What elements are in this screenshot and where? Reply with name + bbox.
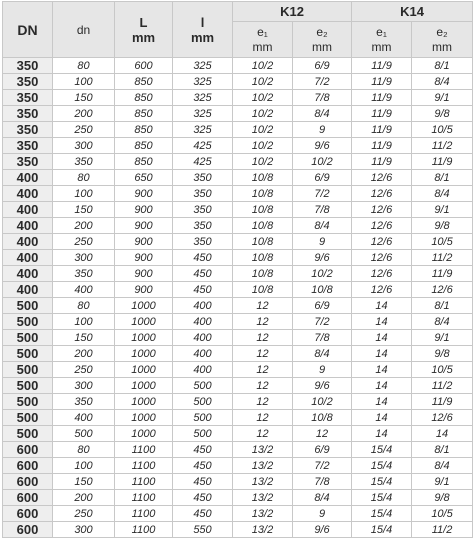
cell-k12-e2: 6/9 (293, 58, 352, 74)
cell-k12-e2: 9/6 (293, 250, 352, 266)
cell-k14-e2: 8/1 (412, 170, 473, 186)
cell-k14-e2: 8/4 (412, 186, 473, 202)
cell-k14-e1: 14 (352, 378, 412, 394)
cell-dn-small: 150 (53, 330, 115, 346)
cell-l: 450 (173, 282, 233, 298)
cell-k12-e2: 7/8 (293, 330, 352, 346)
cell-dn-small: 350 (53, 154, 115, 170)
cell-l: 450 (173, 266, 233, 282)
cell-dn: 350 (3, 154, 53, 170)
header-k14-e1 (352, 22, 412, 58)
cell-l: 500 (173, 394, 233, 410)
cell-l: 400 (173, 314, 233, 330)
cell-dn: 500 (3, 362, 53, 378)
cell-k12-e1: 10/8 (233, 218, 293, 234)
cell-k12-e2: 7/8 (293, 202, 352, 218)
cell-k12-e2: 8/4 (293, 346, 352, 362)
cell-dn-small: 200 (53, 346, 115, 362)
header-k14: K14 (352, 2, 473, 22)
cell-L: 850 (115, 74, 173, 90)
header-L (115, 2, 173, 58)
table-row (3, 234, 473, 250)
cell-k14-e2: 14 (412, 426, 473, 442)
cell-dn: 600 (3, 442, 53, 458)
header-e1-label: e₁ (257, 24, 268, 39)
cell-dn-small: 200 (53, 490, 115, 506)
cell-k14-e1: 14 (352, 426, 412, 442)
header-l-unit: mm (190, 29, 215, 45)
cell-dn: 400 (3, 202, 53, 218)
cell-k14-e1: 11/9 (352, 74, 412, 90)
cell-k14-e2: 10/5 (412, 506, 473, 522)
cell-dn: 500 (3, 378, 53, 394)
cell-k12-e2: 10/2 (293, 394, 352, 410)
cell-k12-e1: 10/8 (233, 266, 293, 282)
cell-l: 325 (173, 74, 233, 90)
header-k12: K12 (233, 2, 352, 22)
table-row (3, 426, 473, 442)
cell-k12-e2: 10/8 (293, 410, 352, 426)
table-row (3, 138, 473, 154)
cell-dn-small: 100 (53, 458, 115, 474)
cell-L: 900 (115, 202, 173, 218)
cell-dn: 400 (3, 250, 53, 266)
header-e1-unit: mm (252, 39, 273, 54)
cell-k12-e1: 10/8 (233, 250, 293, 266)
cell-k14-e1: 12/6 (352, 186, 412, 202)
cell-k12-e1: 13/2 (233, 506, 293, 522)
table-row (3, 170, 473, 186)
table-row (3, 122, 473, 138)
cell-dn: 400 (3, 186, 53, 202)
cell-k14-e2: 12/6 (412, 282, 473, 298)
cell-k14-e2: 10/5 (412, 122, 473, 138)
cell-l: 450 (173, 490, 233, 506)
cell-k12-e2: 12 (293, 426, 352, 442)
cell-dn: 500 (3, 314, 53, 330)
header-L-label: L (139, 14, 148, 30)
cell-l: 400 (173, 346, 233, 362)
cell-dn: 350 (3, 122, 53, 138)
header-k14-e2 (412, 22, 473, 58)
cell-dn-small: 400 (53, 282, 115, 298)
cell-L: 850 (115, 106, 173, 122)
cell-dn-small: 150 (53, 474, 115, 490)
cell-k14-e1: 12/6 (352, 250, 412, 266)
table-row (3, 458, 473, 474)
cell-k14-e1: 15/4 (352, 442, 412, 458)
cell-dn: 600 (3, 490, 53, 506)
cell-dn: 600 (3, 474, 53, 490)
cell-k14-e1: 11/9 (352, 106, 412, 122)
table-row (3, 442, 473, 458)
cell-k12-e1: 13/2 (233, 490, 293, 506)
cell-dn: 600 (3, 458, 53, 474)
cell-k12-e2: 8/4 (293, 218, 352, 234)
cell-dn: 600 (3, 506, 53, 522)
cell-k14-e2: 10/5 (412, 362, 473, 378)
cell-L: 1100 (115, 442, 173, 458)
cell-k12-e1: 12 (233, 362, 293, 378)
cell-l: 350 (173, 218, 233, 234)
cell-l: 450 (173, 442, 233, 458)
header-e2-label: e₂ (316, 24, 328, 39)
header-l-label: l (200, 14, 205, 30)
table-row (3, 346, 473, 362)
header-e2-unit: mm (312, 39, 332, 54)
cell-k14-e1: 12/6 (352, 170, 412, 186)
cell-k12-e2: 7/8 (293, 90, 352, 106)
table-row (3, 490, 473, 506)
cell-k14-e1: 14 (352, 346, 412, 362)
cell-L: 1100 (115, 490, 173, 506)
table-row (3, 522, 473, 538)
cell-k12-e1: 10/2 (233, 138, 293, 154)
cell-k12-e1: 12 (233, 346, 293, 362)
header-k12-e2 (293, 22, 352, 58)
cell-k14-e1: 12/6 (352, 282, 412, 298)
cell-dn: 500 (3, 410, 53, 426)
cell-k12-e2: 8/4 (293, 106, 352, 122)
cell-k12-e1: 10/2 (233, 106, 293, 122)
cell-k12-e2: 6/9 (293, 298, 352, 314)
cell-l: 325 (173, 90, 233, 106)
cell-l: 450 (173, 506, 233, 522)
header-l (173, 2, 233, 58)
header-L-unit: mm (131, 29, 156, 45)
cell-L: 1100 (115, 522, 173, 538)
header-e2-unit: mm (432, 39, 453, 54)
cell-k12-e1: 12 (233, 410, 293, 426)
cell-k14-e1: 11/9 (352, 138, 412, 154)
cell-l: 500 (173, 378, 233, 394)
table-row (3, 58, 473, 74)
cell-k14-e1: 14 (352, 298, 412, 314)
cell-k12-e1: 10/2 (233, 154, 293, 170)
table-row (3, 266, 473, 282)
cell-dn-small: 350 (53, 394, 115, 410)
cell-k12-e2: 10/8 (293, 282, 352, 298)
cell-k12-e2: 9 (293, 122, 352, 138)
cell-l: 500 (173, 426, 233, 442)
cell-k14-e2: 9/8 (412, 106, 473, 122)
cell-k12-e2: 10/2 (293, 154, 352, 170)
table-row (3, 394, 473, 410)
table-row (3, 154, 473, 170)
cell-L: 900 (115, 266, 173, 282)
cell-dn-small: 250 (53, 362, 115, 378)
cell-L: 1100 (115, 458, 173, 474)
cell-k12-e2: 7/2 (293, 186, 352, 202)
header-e1-label: e₁ (376, 24, 387, 39)
cell-l: 400 (173, 298, 233, 314)
cell-L: 1000 (115, 426, 173, 442)
cell-k14-e1: 15/4 (352, 458, 412, 474)
cell-l: 450 (173, 458, 233, 474)
cell-dn: 500 (3, 330, 53, 346)
cell-dn-small: 100 (53, 74, 115, 90)
cell-k12-e1: 10/2 (233, 122, 293, 138)
cell-k14-e2: 9/8 (412, 490, 473, 506)
header-dn: DN (3, 2, 53, 58)
cell-L: 850 (115, 138, 173, 154)
cell-l: 350 (173, 186, 233, 202)
table-header (3, 2, 473, 58)
cell-k14-e2: 9/8 (412, 346, 473, 362)
table-row (3, 362, 473, 378)
header-k12-e1 (233, 22, 293, 58)
cell-dn-small: 300 (53, 138, 115, 154)
cell-dn: 500 (3, 346, 53, 362)
cell-dn: 350 (3, 58, 53, 74)
cell-k14-e2: 11/9 (412, 154, 473, 170)
cell-k14-e1: 14 (352, 362, 412, 378)
cell-k12-e2: 9/6 (293, 522, 352, 538)
cell-k14-e2: 9/1 (412, 474, 473, 490)
cell-L: 1000 (115, 298, 173, 314)
cell-k14-e1: 14 (352, 410, 412, 426)
table-row (3, 378, 473, 394)
cell-dn-small: 200 (53, 106, 115, 122)
cell-L: 900 (115, 218, 173, 234)
cell-dn: 500 (3, 298, 53, 314)
table-row (3, 202, 473, 218)
cell-dn-small: 80 (53, 170, 115, 186)
cell-dn: 350 (3, 138, 53, 154)
cell-k12-e2: 9 (293, 234, 352, 250)
cell-L: 850 (115, 154, 173, 170)
cell-dn-small: 150 (53, 90, 115, 106)
cell-k14-e2: 9/1 (412, 202, 473, 218)
cell-dn-small: 80 (53, 442, 115, 458)
cell-k12-e1: 10/8 (233, 186, 293, 202)
table-row (3, 106, 473, 122)
cell-k12-e1: 12 (233, 298, 293, 314)
cell-dn: 400 (3, 218, 53, 234)
cell-k14-e1: 15/4 (352, 474, 412, 490)
cell-k12-e1: 10/8 (233, 170, 293, 186)
cell-dn: 350 (3, 90, 53, 106)
cell-k14-e2: 8/4 (412, 458, 473, 474)
cell-dn-small: 250 (53, 234, 115, 250)
cell-k14-e1: 11/9 (352, 154, 412, 170)
cell-k14-e2: 12/6 (412, 410, 473, 426)
cell-L: 900 (115, 186, 173, 202)
cell-dn-small: 400 (53, 410, 115, 426)
cell-k14-e1: 14 (352, 330, 412, 346)
cell-L: 650 (115, 170, 173, 186)
cell-k14-e2: 11/9 (412, 266, 473, 282)
cell-k14-e2: 11/2 (412, 250, 473, 266)
cell-k14-e1: 15/4 (352, 506, 412, 522)
cell-L: 1100 (115, 506, 173, 522)
cell-k14-e2: 9/1 (412, 330, 473, 346)
cell-k14-e2: 11/2 (412, 378, 473, 394)
cell-dn: 500 (3, 394, 53, 410)
table-row (3, 314, 473, 330)
cell-k12-e2: 9 (293, 362, 352, 378)
table-row (3, 330, 473, 346)
cell-k14-e2: 9/1 (412, 90, 473, 106)
cell-k14-e2: 10/5 (412, 234, 473, 250)
cell-l: 350 (173, 170, 233, 186)
cell-dn-small: 300 (53, 250, 115, 266)
cell-l: 325 (173, 58, 233, 74)
cell-k12-e2: 7/2 (293, 458, 352, 474)
cell-k14-e2: 9/8 (412, 218, 473, 234)
cell-dn: 350 (3, 106, 53, 122)
cell-dn-small: 250 (53, 506, 115, 522)
cell-k14-e1: 12/6 (352, 202, 412, 218)
cell-L: 850 (115, 90, 173, 106)
cell-k14-e1: 14 (352, 314, 412, 330)
cell-L: 1000 (115, 362, 173, 378)
cell-dn-small: 350 (53, 266, 115, 282)
cell-l: 400 (173, 330, 233, 346)
cell-k14-e2: 8/4 (412, 314, 473, 330)
cell-L: 1000 (115, 330, 173, 346)
cell-k12-e2: 8/4 (293, 490, 352, 506)
header-e2-label: e₂ (436, 24, 448, 39)
cell-dn: 400 (3, 266, 53, 282)
cell-l: 325 (173, 122, 233, 138)
cell-k12-e1: 13/2 (233, 458, 293, 474)
cell-k12-e1: 10/8 (233, 202, 293, 218)
cell-l: 325 (173, 106, 233, 122)
cell-k12-e1: 13/2 (233, 522, 293, 538)
cell-dn-small: 150 (53, 202, 115, 218)
cell-k12-e1: 12 (233, 426, 293, 442)
table-row (3, 250, 473, 266)
cell-dn-small: 300 (53, 522, 115, 538)
cell-k14-e2: 8/1 (412, 298, 473, 314)
cell-dn-small: 300 (53, 378, 115, 394)
cell-l: 350 (173, 234, 233, 250)
cell-k12-e1: 12 (233, 394, 293, 410)
cell-k12-e2: 6/9 (293, 170, 352, 186)
cell-dn: 400 (3, 170, 53, 186)
cell-dn-small: 100 (53, 314, 115, 330)
table-body (3, 58, 473, 538)
cell-k14-e1: 11/9 (352, 58, 412, 74)
cell-L: 900 (115, 250, 173, 266)
cell-k12-e2: 9/6 (293, 378, 352, 394)
cell-L: 600 (115, 58, 173, 74)
table-row (3, 74, 473, 90)
cell-k12-e1: 12 (233, 314, 293, 330)
cell-k12-e2: 7/8 (293, 474, 352, 490)
table-row (3, 474, 473, 490)
cell-k12-e2: 7/2 (293, 314, 352, 330)
cell-k14-e2: 11/9 (412, 394, 473, 410)
dimensions-table (2, 1, 473, 538)
cell-k14-e1: 14 (352, 394, 412, 410)
table-row (3, 282, 473, 298)
cell-k14-e1: 12/6 (352, 266, 412, 282)
table-row (3, 90, 473, 106)
cell-l: 350 (173, 202, 233, 218)
cell-l: 500 (173, 410, 233, 426)
cell-l: 425 (173, 138, 233, 154)
cell-dn-small: 80 (53, 298, 115, 314)
cell-l: 400 (173, 362, 233, 378)
table-row (3, 506, 473, 522)
cell-k14-e2: 11/2 (412, 522, 473, 538)
cell-k12-e1: 13/2 (233, 474, 293, 490)
cell-k12-e2: 6/9 (293, 442, 352, 458)
cell-k12-e1: 10/2 (233, 58, 293, 74)
cell-dn: 600 (3, 522, 53, 538)
cell-L: 850 (115, 122, 173, 138)
cell-k12-e2: 9/6 (293, 138, 352, 154)
cell-L: 1000 (115, 346, 173, 362)
cell-L: 900 (115, 234, 173, 250)
table-row (3, 186, 473, 202)
table-row (3, 298, 473, 314)
cell-k12-e2: 10/2 (293, 266, 352, 282)
cell-k14-e1: 12/6 (352, 234, 412, 250)
cell-l: 450 (173, 250, 233, 266)
cell-k14-e2: 8/4 (412, 74, 473, 90)
cell-L: 1000 (115, 314, 173, 330)
header-e1-unit: mm (371, 39, 392, 54)
cell-k12-e2: 9 (293, 506, 352, 522)
cell-L: 1000 (115, 378, 173, 394)
cell-k14-e1: 12/6 (352, 218, 412, 234)
cell-k14-e2: 8/1 (412, 442, 473, 458)
cell-k12-e1: 13/2 (233, 442, 293, 458)
cell-dn: 400 (3, 234, 53, 250)
cell-l: 425 (173, 154, 233, 170)
cell-L: 900 (115, 282, 173, 298)
cell-k12-e1: 12 (233, 330, 293, 346)
cell-k12-e1: 10/2 (233, 90, 293, 106)
cell-k14-e1: 15/4 (352, 490, 412, 506)
cell-k14-e1: 15/4 (352, 522, 412, 538)
cell-dn-small: 80 (53, 58, 115, 74)
cell-L: 1100 (115, 474, 173, 490)
cell-dn: 400 (3, 282, 53, 298)
cell-dn-small: 500 (53, 426, 115, 442)
cell-l: 450 (173, 474, 233, 490)
cell-L: 1000 (115, 410, 173, 426)
cell-k12-e1: 10/8 (233, 282, 293, 298)
cell-dn: 350 (3, 74, 53, 90)
cell-dn-small: 200 (53, 218, 115, 234)
cell-dn-small: 250 (53, 122, 115, 138)
cell-k12-e1: 10/2 (233, 74, 293, 90)
table-row (3, 410, 473, 426)
header-dn-small: dn (53, 2, 115, 58)
cell-k14-e1: 11/9 (352, 122, 412, 138)
cell-k14-e2: 11/2 (412, 138, 473, 154)
cell-k14-e2: 8/1 (412, 58, 473, 74)
cell-k12-e1: 10/8 (233, 234, 293, 250)
cell-k12-e2: 7/2 (293, 74, 352, 90)
cell-dn: 500 (3, 426, 53, 442)
cell-k12-e1: 12 (233, 378, 293, 394)
cell-dn-small: 100 (53, 186, 115, 202)
cell-l: 550 (173, 522, 233, 538)
cell-k14-e1: 11/9 (352, 90, 412, 106)
cell-L: 1000 (115, 394, 173, 410)
table-row (3, 218, 473, 234)
